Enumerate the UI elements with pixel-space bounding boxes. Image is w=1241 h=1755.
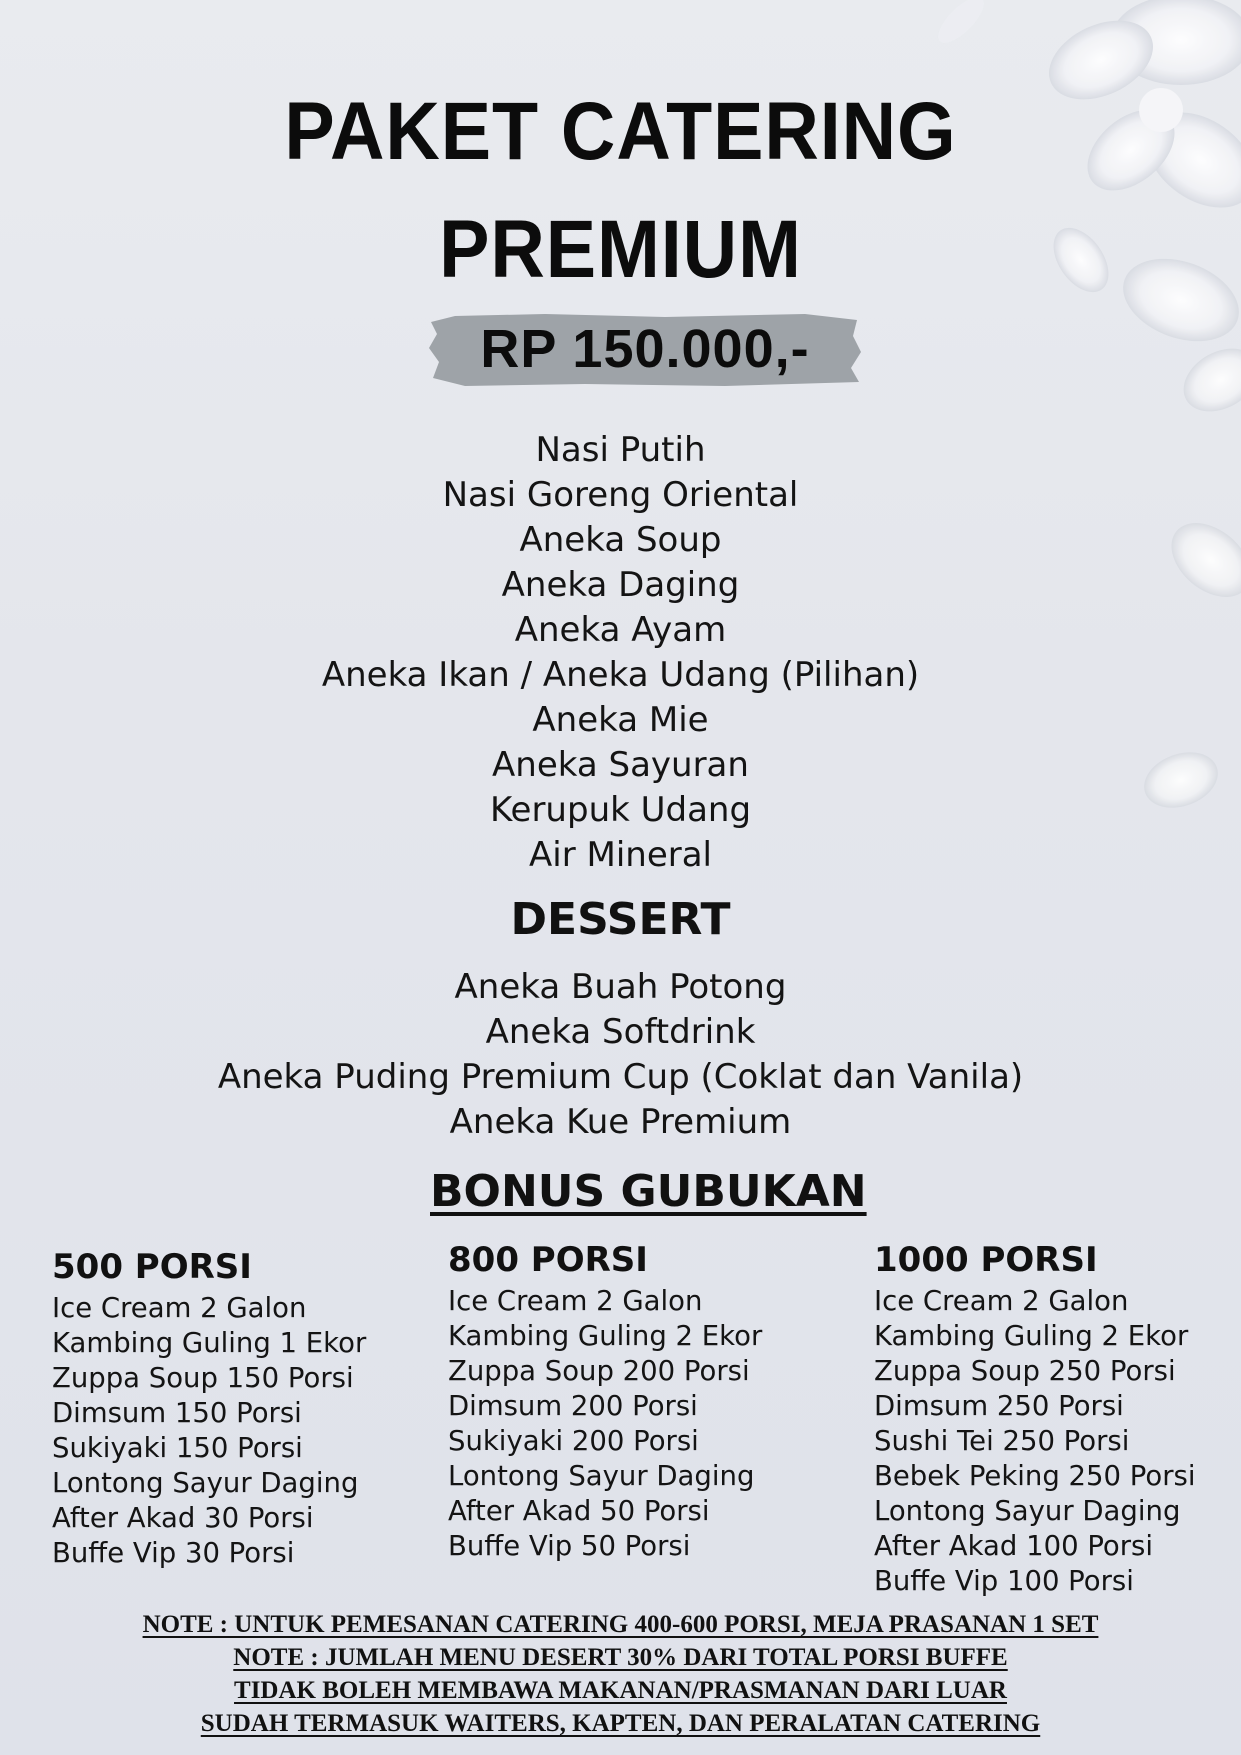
- list-item: Zuppa Soup 150 Porsi: [52, 1362, 354, 1394]
- list-item: Aneka Ikan / Aneka Udang (Pilihan): [321, 655, 920, 695]
- list-item: Aneka Softdrink: [485, 1012, 756, 1052]
- list-item: Bebek Peking 250 Porsi: [874, 1460, 1196, 1492]
- list-item: Dimsum 250 Porsi: [874, 1390, 1124, 1422]
- price-badge: [425, 308, 865, 390]
- list-item: Sushi Tei 250 Porsi: [874, 1425, 1130, 1457]
- list-item: Nasi Putih: [535, 430, 706, 470]
- list-item: Aneka Daging: [501, 565, 740, 605]
- list-item: Lontong Sayur Daging: [52, 1467, 359, 1499]
- list-item: Kambing Guling 2 Ekor: [448, 1320, 763, 1352]
- list-item: Sukiyaki 200 Porsi: [448, 1425, 699, 1457]
- package-heading: 800 PORSI: [448, 1240, 648, 1280]
- list-item: Aneka Soup: [519, 520, 722, 560]
- list-item: Aneka Mie: [532, 700, 709, 740]
- list-item: Zuppa Soup 250 Porsi: [874, 1355, 1176, 1387]
- list-item: Buffe Vip 50 Porsi: [448, 1530, 691, 1562]
- list-item: Kambing Guling 2 Ekor: [874, 1320, 1189, 1352]
- note-line: TIDAK BOLEH MEMBAWA MAKANAN/PRASMANAN DARI LUAR: [234, 1677, 1007, 1704]
- list-item: After Akad 50 Porsi: [448, 1495, 710, 1527]
- page-title-line-1: PAKET CATERING: [284, 86, 957, 177]
- bonus-heading: BONUS GUBUKAN: [430, 1166, 867, 1217]
- note-line: NOTE : UNTUK PEMESANAN CATERING 400-600 PORSI, MEJA PRASANAN 1 SET: [142, 1611, 1099, 1638]
- list-item: Dimsum 150 Porsi: [52, 1397, 302, 1429]
- list-item: Kambing Guling 1 Ekor: [52, 1327, 367, 1359]
- note-line: NOTE : JUMLAH MENU DESERT 30% DARI TOTAL PORSI BUFFE: [233, 1644, 1008, 1671]
- list-item: Air Mineral: [529, 835, 712, 875]
- list-item: Ice Cream 2 Galon: [52, 1292, 307, 1324]
- list-item: After Akad 100 Porsi: [874, 1530, 1154, 1562]
- list-item: Ice Cream 2 Galon: [448, 1285, 703, 1317]
- list-item: Zuppa Soup 200 Porsi: [448, 1355, 750, 1387]
- list-item: Ice Cream 2 Galon: [874, 1285, 1129, 1317]
- page-title-line-2: PREMIUM: [439, 204, 802, 295]
- list-item: Sukiyaki 150 Porsi: [52, 1432, 303, 1464]
- list-item: Aneka Ayam: [514, 610, 727, 650]
- package-heading: 1000 PORSI: [874, 1240, 1098, 1280]
- list-item: Aneka Sayuran: [492, 745, 749, 785]
- list-item: Aneka Buah Potong: [454, 967, 787, 1007]
- dessert-heading: DESSERT: [510, 894, 731, 945]
- dessert-list: [0, 965, 1241, 1145]
- list-item: After Akad 30 Porsi: [52, 1502, 314, 1534]
- package-heading: 500 PORSI: [52, 1247, 252, 1287]
- package-1000-porsi: [874, 1238, 1195, 1599]
- package-800-porsi: [448, 1238, 762, 1564]
- note-line: SUDAH TERMASUK WAITERS, KAPTEN, DAN PERALATAN CATERING: [200, 1710, 1041, 1737]
- list-item: Lontong Sayur Daging: [448, 1460, 755, 1492]
- package-500-porsi: [52, 1245, 366, 1571]
- list-item: Aneka Kue Premium: [449, 1102, 792, 1142]
- list-item: Aneka Puding Premium Cup (Coklat dan Vanila): [217, 1057, 1024, 1097]
- notes-section: [0, 1608, 1241, 1740]
- price-text: RP 150.000,-: [480, 319, 810, 379]
- list-item: Kerupuk Udang: [489, 790, 752, 830]
- list-item: Buffe Vip 100 Porsi: [874, 1565, 1134, 1597]
- list-item: Lontong Sayur Daging: [874, 1495, 1181, 1527]
- list-item: Dimsum 200 Porsi: [448, 1390, 698, 1422]
- list-item: Buffe Vip 30 Porsi: [52, 1537, 295, 1569]
- main-menu-list: [0, 428, 1241, 878]
- list-item: Nasi Goreng Oriental: [442, 475, 799, 515]
